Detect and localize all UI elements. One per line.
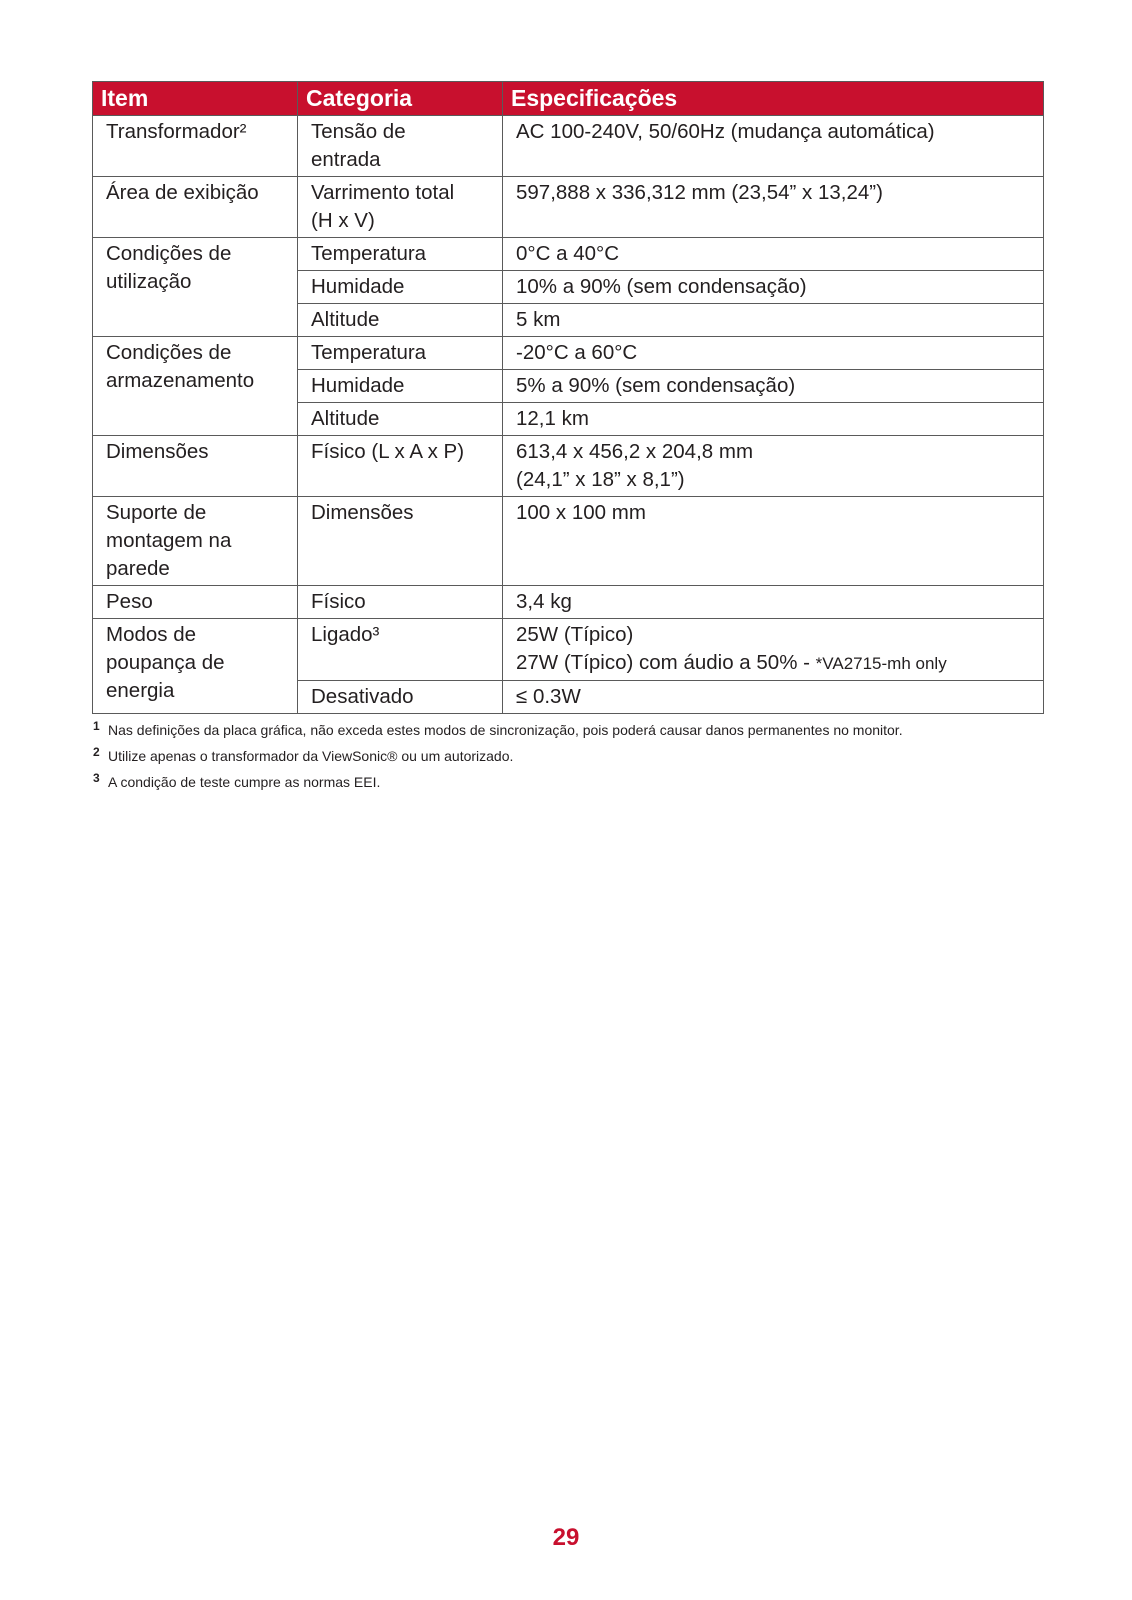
spec-cell: 3,4 kg bbox=[503, 586, 1044, 619]
item-cell: Transformador² bbox=[93, 116, 298, 177]
footnote-number: 2 bbox=[93, 745, 100, 759]
table-row bbox=[93, 177, 1044, 238]
table-header-row bbox=[93, 82, 1044, 116]
footnote-text: A condição de teste cumpre as normas EEI. bbox=[108, 774, 381, 790]
spec-cell: 100 x 100 mm bbox=[503, 497, 1044, 586]
footnotes bbox=[93, 718, 1053, 796]
spec-text: 25W (Típico) 27W (Típico) com áudio a 50% - bbox=[516, 623, 810, 674]
specifications-table bbox=[92, 81, 1044, 714]
category-cell: Desativado bbox=[298, 681, 503, 714]
footnote-number: 3 bbox=[93, 771, 100, 785]
category-cell: Temperatura bbox=[298, 238, 503, 271]
category-cell: Humidade bbox=[298, 370, 503, 403]
item-cell: Área de exibição bbox=[93, 177, 298, 238]
table-row bbox=[93, 619, 1044, 681]
item-cell: Dimensões bbox=[93, 436, 298, 497]
spec-cell: -20°C a 60°C bbox=[503, 337, 1044, 370]
category-cell: Altitude bbox=[298, 403, 503, 436]
category-cell: Varrimento total (H x V) bbox=[298, 177, 503, 238]
table-row bbox=[93, 436, 1044, 497]
footnote-2 bbox=[93, 744, 1053, 770]
footnote-number: 1 bbox=[93, 719, 100, 733]
spec-cell: 0°C a 40°C bbox=[503, 238, 1044, 271]
item-cell: Modos de poupança de energia bbox=[93, 619, 298, 714]
table-row bbox=[93, 337, 1044, 370]
item-cell: Condições de armazenamento bbox=[93, 337, 298, 436]
spec-cell: 5% a 90% (sem condensação) bbox=[503, 370, 1044, 403]
spec-cell: AC 100-240V, 50/60Hz (mudança automática) bbox=[503, 116, 1044, 177]
spec-cell: ≤ 0.3W bbox=[503, 681, 1044, 714]
item-cell: Peso bbox=[93, 586, 298, 619]
category-cell: Humidade bbox=[298, 271, 503, 304]
item-cell: Condições de utilização bbox=[93, 238, 298, 337]
category-cell: Altitude bbox=[298, 304, 503, 337]
footnote-text: Nas definições da placa gráfica, não exceda estes modos de sincronização, pois poderá causar danos permanentes no monitor. bbox=[108, 722, 903, 738]
spec-cell: 597,888 x 336,312 mm (23,54” x 13,24”) bbox=[503, 177, 1044, 238]
header-specifications: Especificações bbox=[503, 82, 1044, 116]
item-cell: Suporte de montagem na parede bbox=[93, 497, 298, 586]
spec-cell: 613,4 x 456,2 x 204,8 mm (24,1” x 18” x 8,1”) bbox=[503, 436, 1044, 497]
category-cell: Físico bbox=[298, 586, 503, 619]
model-note: *VA2715-mh only bbox=[815, 654, 947, 673]
page-number: 29 bbox=[552, 1524, 580, 1551]
table-row bbox=[93, 238, 1044, 271]
category-cell: Tensão de entrada bbox=[298, 116, 503, 177]
footnote-text: Utilize apenas o transformador da ViewSonic® ou um autorizado. bbox=[108, 748, 514, 764]
table-row bbox=[93, 586, 1044, 619]
header-category: Categoria bbox=[298, 82, 503, 116]
spec-cell: 12,1 km bbox=[503, 403, 1044, 436]
header-item: Item bbox=[93, 82, 298, 116]
category-cell: Ligado³ bbox=[298, 619, 503, 681]
category-cell: Dimensões bbox=[298, 497, 503, 586]
spec-cell bbox=[503, 619, 1044, 681]
footnote-1 bbox=[93, 718, 1053, 744]
category-cell: Temperatura bbox=[298, 337, 503, 370]
spec-cell: 5 km bbox=[503, 304, 1044, 337]
table-row bbox=[93, 116, 1044, 177]
footnote-3 bbox=[93, 770, 1053, 796]
table-row bbox=[93, 497, 1044, 586]
category-cell: Físico (L x A x P) bbox=[298, 436, 503, 497]
spec-cell: 10% a 90% (sem condensação) bbox=[503, 271, 1044, 304]
